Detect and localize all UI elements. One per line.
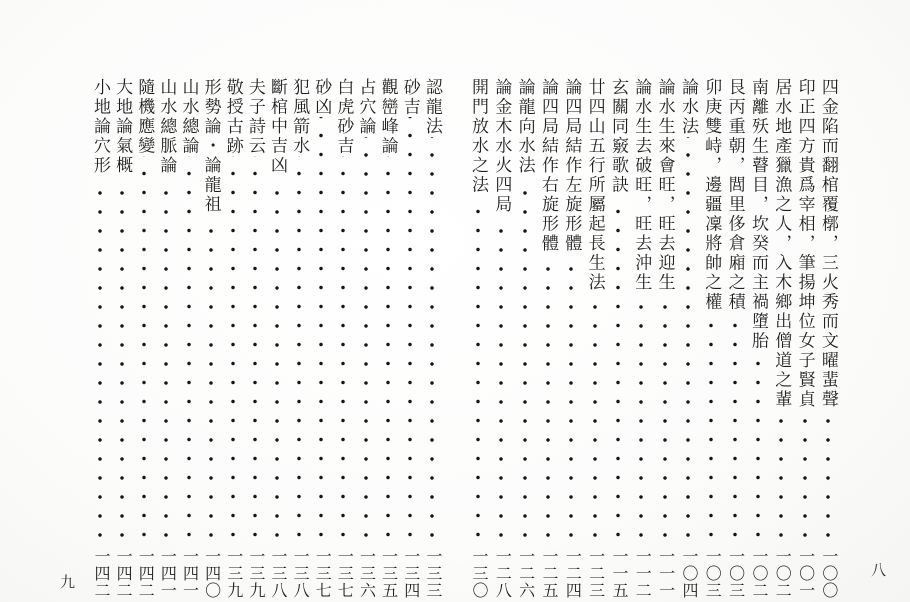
toc-entry-title: 四金陷而翻棺覆槨，三火秀而文曜蜚聲 — [818, 78, 838, 410]
dot-leader — [383, 156, 393, 544]
toc-entry-page: 一三六 — [357, 548, 375, 599]
dot-leader — [566, 254, 576, 545]
toc-entry — [90, 78, 110, 602]
right-page-folio-marker: 八 — [870, 563, 886, 579]
toc-entry-page: 一四二 — [114, 548, 132, 599]
toc-entry-page: 一〇一 — [796, 548, 814, 599]
dot-leader — [823, 410, 833, 545]
dot-leader — [427, 137, 437, 545]
toc-entry — [400, 78, 420, 602]
toc-entry-title: 砂吉 — [400, 78, 420, 117]
toc-entry — [468, 78, 488, 602]
toc-entry-title: 大地論氣概 — [113, 78, 133, 176]
dot-leader — [95, 176, 105, 545]
toc-entry-title: 南離殀生瞽目，坎癸而主禍墮胎 — [748, 78, 768, 351]
toc-entry — [333, 78, 353, 602]
toc-entry-title: 隨機應變 — [135, 78, 155, 156]
dot-leader — [473, 195, 483, 544]
toc-entry — [491, 78, 511, 602]
toc-entry-page: 一二四 — [563, 548, 581, 599]
toc-entry-title: 論龍向水法 — [515, 78, 535, 176]
toc-entry — [631, 78, 651, 602]
dot-leader — [683, 137, 693, 545]
toc-entry-title: 形勢論・論龍祖 — [201, 78, 221, 215]
toc-entry — [795, 78, 815, 602]
toc-entry-page: 一四〇 — [202, 548, 220, 599]
toc-entry-title: 廿四山五行所屬起長生法 — [585, 78, 605, 293]
toc-entry — [311, 78, 331, 602]
dot-leader — [636, 293, 646, 545]
toc-entry — [585, 78, 605, 602]
toc-entry-title: 觀巒峰論 — [378, 78, 398, 156]
dot-leader — [520, 176, 530, 545]
toc-entry — [771, 78, 791, 602]
dot-leader — [543, 254, 553, 545]
toc-entry-title: 艮丙重朝，閭里侈倉廂之積 — [725, 78, 745, 312]
dot-leader — [613, 195, 623, 544]
toc-entry — [289, 78, 309, 602]
toc-entry-page: 一一五 — [609, 548, 627, 599]
toc-entry-page: 一〇四 — [679, 548, 697, 599]
dot-leader — [405, 117, 415, 544]
dot-leader — [161, 176, 171, 545]
toc-entry-title: 論金木水火四局 — [492, 78, 512, 215]
toc-entry — [223, 78, 243, 602]
toc-entry-title: 敬授古跡 — [223, 78, 243, 156]
toc-entry-title: 論水生來會旺，旺去迎生 — [655, 78, 675, 293]
toc-entry-title: 印正四方貴爲宰相，筆揚坤位女子賢貞 — [795, 78, 815, 410]
toc-entry-title: 卯庚雙峙，邊疆凜將帥之權 — [702, 78, 722, 312]
toc-entry — [134, 78, 154, 602]
toc-entry-page: 一四二 — [136, 548, 154, 599]
toc-entry-page: 一三〇 — [470, 548, 487, 599]
toc-entry — [515, 78, 535, 602]
toc-entry-page: 一一二 — [633, 548, 651, 599]
toc-entry — [378, 78, 398, 602]
toc-entry-title: 論四局結作左旋形體 — [562, 78, 582, 254]
toc-entry — [538, 78, 558, 602]
dot-leader — [776, 410, 786, 545]
toc-entry-page: 一二五 — [539, 548, 557, 599]
dot-leader — [206, 215, 216, 545]
dot-leader — [730, 312, 740, 544]
toc-entry — [678, 78, 698, 602]
toc-entry-page: 一三八 — [291, 548, 309, 599]
toc-entry — [245, 78, 265, 602]
toc-entry-title: 占穴論 — [356, 78, 376, 137]
dot-leader — [139, 156, 149, 544]
toc-entry-page: 一四一 — [180, 548, 198, 599]
left-page — [90, 78, 442, 602]
dot-leader — [272, 176, 282, 545]
toc-entry — [201, 78, 221, 602]
dot-leader — [294, 156, 304, 544]
dot-leader — [250, 156, 260, 544]
toc-entry-title: 居水地產獵漁之人，入木鄉出僧道之輩 — [772, 78, 792, 410]
toc-entry-title: 斷棺中吉凶 — [268, 78, 287, 176]
toc-entry-page: 一一一 — [656, 548, 674, 599]
dot-leader — [338, 156, 348, 544]
toc-entry-page: 一四二 — [92, 548, 109, 599]
toc-entry-page: 一〇三 — [726, 548, 744, 599]
toc-entry — [561, 78, 581, 602]
dot-leader — [316, 117, 326, 544]
toc-entry-title: 砂凶 — [312, 78, 332, 117]
toc-entry-page: 一三九 — [224, 548, 242, 599]
toc-entry-title: 認龍法 — [422, 78, 442, 137]
toc-entry-page: 一四一 — [158, 548, 176, 599]
dot-leader — [361, 137, 371, 545]
toc-entry — [608, 78, 628, 602]
toc-entry — [156, 78, 176, 602]
toc-entry-title: 開門放水之法 — [469, 78, 488, 195]
toc-entry-title: 白虎砂吉 — [334, 78, 354, 156]
toc-entry-page: 一〇〇 — [819, 548, 837, 599]
toc-entry-title: 山水總論 — [179, 78, 199, 156]
toc-entry-page: 一〇二 — [773, 548, 791, 599]
dot-leader — [753, 351, 763, 544]
toc-entry-page: 一三九 — [246, 548, 264, 599]
toc-entry — [112, 78, 132, 602]
dot-leader — [117, 176, 127, 545]
dot-leader — [496, 215, 506, 545]
dot-leader — [800, 410, 810, 545]
left-page-folio-marker: 九 — [60, 575, 76, 591]
toc-entry-page: 一二八 — [493, 548, 511, 599]
toc-entry-title: 山水總脈論 — [157, 78, 177, 176]
toc-entry-page: 一三三 — [423, 548, 441, 599]
dot-leader — [184, 156, 194, 544]
toc-entry-page: 一二六 — [516, 548, 534, 599]
toc-entry-page: 一二三 — [586, 548, 604, 599]
toc-entry-page: 一〇二 — [749, 548, 767, 599]
toc-entry-title: 論水生去破旺，旺去沖生 — [632, 78, 652, 293]
toc-entry — [818, 78, 838, 602]
toc-entry-title: 犯風箭水 — [290, 78, 310, 156]
toc-entry — [701, 78, 721, 602]
toc-entry-title: 論水法 — [678, 78, 698, 137]
toc-entry-title: 玄關同竅歌訣 — [608, 78, 628, 195]
toc-entry-page: 一三七 — [335, 548, 353, 599]
toc-entry — [267, 78, 287, 602]
dot-leader — [228, 156, 238, 544]
toc-entry — [748, 78, 768, 602]
toc-entry-page: 一三四 — [401, 548, 419, 599]
toc-entry-page: 一三七 — [313, 548, 331, 599]
right-page — [468, 78, 838, 602]
toc-entry-title: 小地論穴形 — [91, 78, 110, 176]
toc-entry-title: 夫子詩云 — [245, 78, 265, 156]
toc-entry — [179, 78, 199, 602]
toc-entry-page: 一三五 — [379, 548, 397, 599]
dot-leader — [660, 293, 670, 545]
toc-entry-title: 論四局結作右旋形體 — [538, 78, 558, 254]
toc-entry — [422, 78, 442, 602]
toc-entry-page: 一〇三 — [703, 548, 721, 599]
toc-entry — [725, 78, 745, 602]
toc-entry-page: 一三八 — [269, 548, 286, 599]
dot-leader — [706, 312, 716, 544]
toc-entry — [356, 78, 376, 602]
toc-entry — [655, 78, 675, 602]
dot-leader — [590, 293, 600, 545]
